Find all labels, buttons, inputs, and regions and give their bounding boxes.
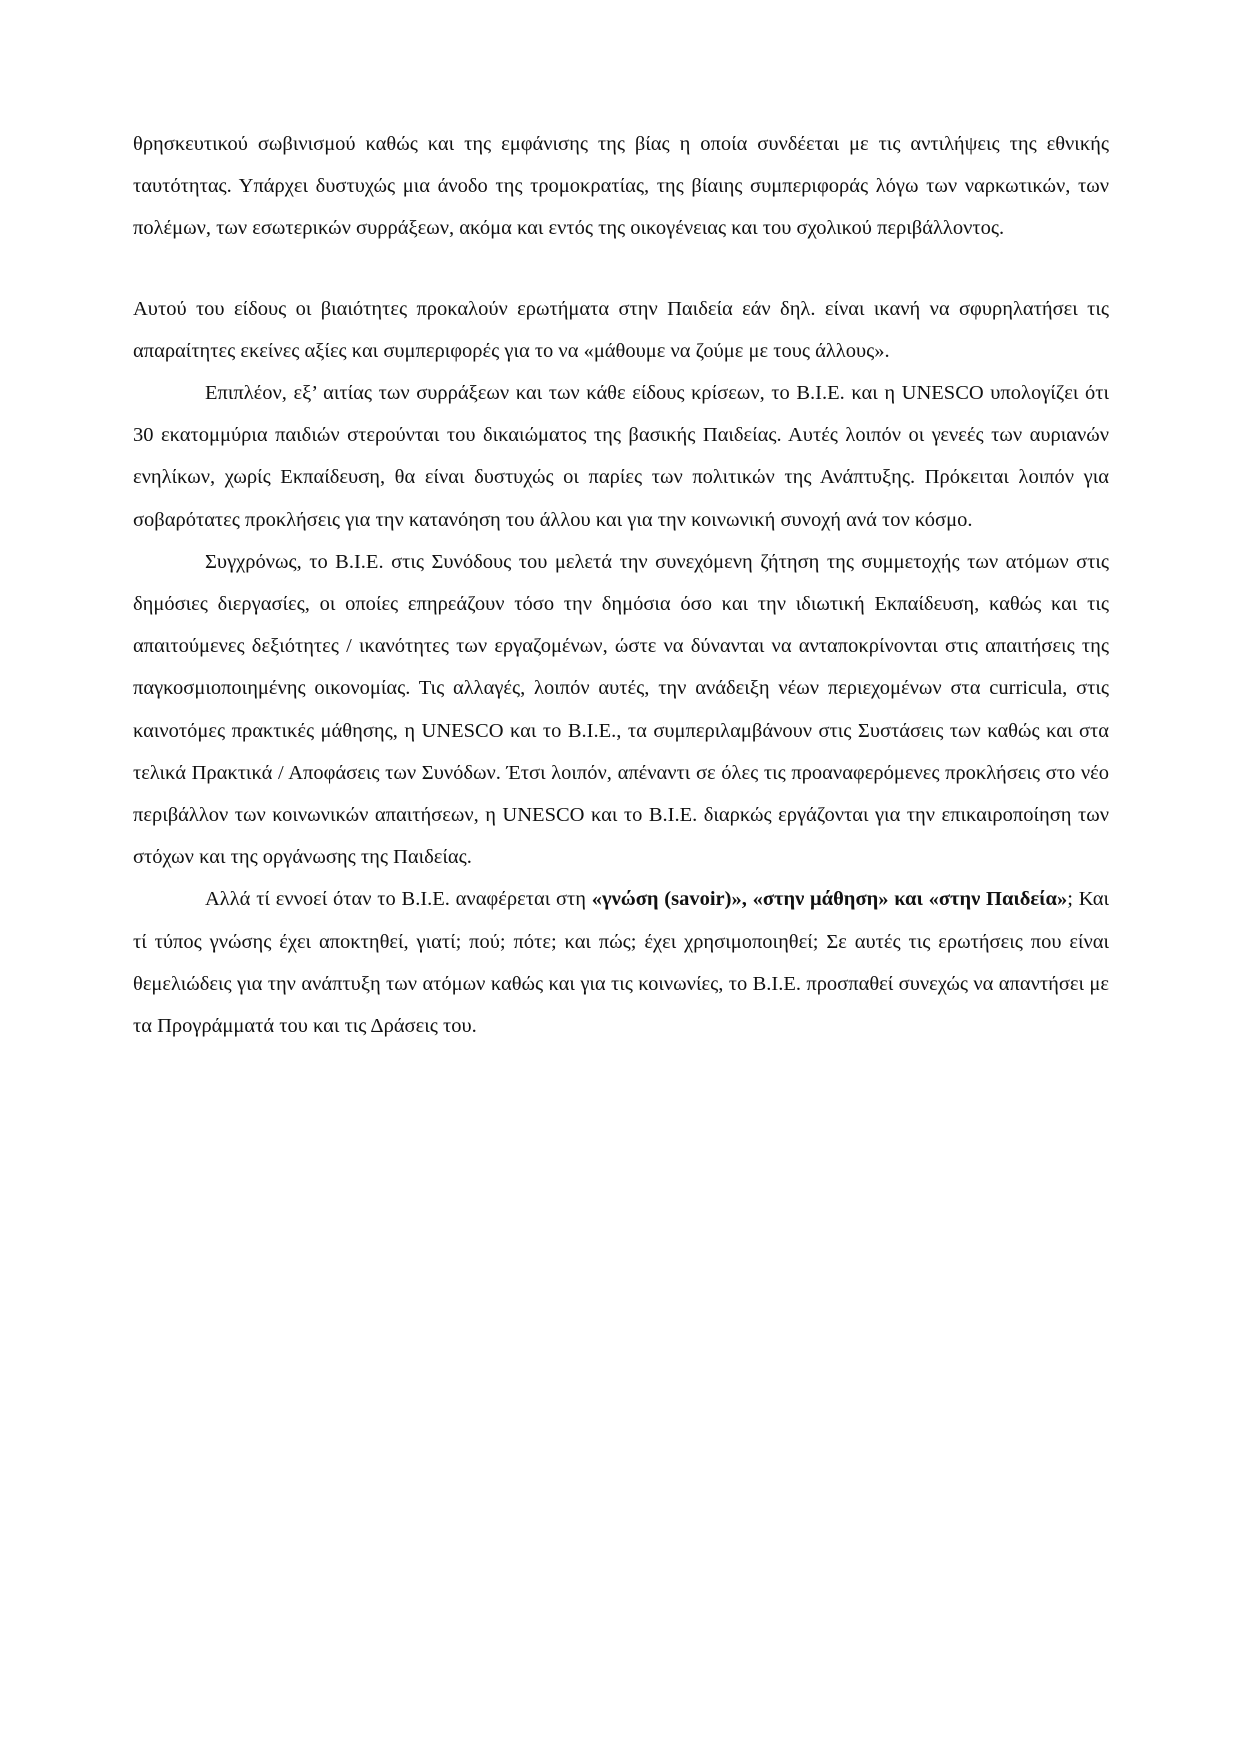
paragraph-bie-sessions: Συγχρόνως, το Β.Ι.Ε. στις Συνόδους του μελετά την συνεχόμενη ζήτηση της συμμετοχής των ατόμων στις δημόσιες διεργασίες, οι οποίες επηρεάζουν τόσο την δημόσια όσο και την ιδιωτική Εκπαίδευση, καθώς και τις απαιτούμενες δεξιότητες / ικανότητες των εργαζομένων, ώστε να δύνανται να ανταποκρίνονται στις απαιτήσεις της παγκοσμιοποιημένης οικονομίας. Τις αλλαγές, λοιπόν αυτές, την ανάδειξη νέων περιεχομένων στα curricula, στις καινοτόμες πρακτικές μάθησης, η UNESCO και το Β.Ι.Ε., τα συμπεριλαμβάνουν στις Συστάσεις των καθώς και στα τελικά Πρακτικά / Αποφάσεις των Συνόδων. Έτσι λοιπόν, απέναντι σε όλες τις προαναφερόμενες προκλήσεις στο νέο περιβάλλον των κοινωνικών απαιτήσεων, η UNESCO και το Β.Ι.Ε. διαρκώς εργάζονται για την επικαιροποίηση των στόχων και της οργάνωσης της Παιδείας. bbox=[133, 550, 1109, 869]
document-page bbox=[133, 123, 1109, 1047]
paragraph-children-deprived: Επιπλέον, εξ’ αιτίας των συρράξεων και των κάθε είδους κρίσεων, το Β.Ι.Ε. και η UNESCO υπολογίζει ότι 30 εκατομμύρια παιδιών στερούνται του δικαιώματος της βασικής Παιδείας. Αυτές λοιπόν οι γενεές των αυριανών ενηλίκων, χωρίς Εκπαίδευση, θα είναι δυστυχώς οι παρίες των πολιτικών της Ανάπτυξης. Πρόκειται λοιπόν για σοβαρότατες προκλήσεις για την κατανόηση του άλλου και για την κοινωνική συνοχή ανά τον κόσμο. bbox=[133, 382, 1109, 531]
paragraph-run: Αλλά τί εννοεί όταν το Β.Ι.Ε. αναφέρεται στη bbox=[205, 888, 592, 911]
bold-emphasis-run: «γνώση (savoir)», «στην μάθηση» και «στην Παιδεία» bbox=[591, 888, 1068, 911]
paragraph-violence-context: θρησκευτικού σωβινισμού καθώς και της εμφάνισης της βίας η οποία συνδέεται με τις αντιλήψεις της εθνικής ταυτότητας. Υπάρχει δυστυχώς μια άνοδο της τρομοκρατίας, της βίαιης συμπεριφοράς λόγω των ναρκωτικών, των πολέμων, των εσωτερικών συρράξεων, ακόμα και εντός της οικογένειας και του σχολικού περιβάλλοντος. bbox=[133, 133, 1109, 240]
paragraph-knowledge-question bbox=[133, 878, 1109, 1047]
paragraph-education-questions: Αυτού του είδους οι βιαιότητες προκαλούν ερωτήματα στην Παιδεία εάν δηλ. είναι ικανή να σφυρηλατήσει τις απαραίτητες εκείνες αξίες και συμπεριφορές για το να «μάθουμε να ζούμε με τους άλλους». bbox=[133, 297, 1109, 362]
paragraph-run: ; Και τί τύπος γνώσης έχει αποκτηθεί, γιατί; πού; πότε; και πώς; έχει χρησιμοποιηθεί; Σε αυτές τις ερωτήσεις που είναι θεμελιώδεις για την ανάπτυξη των ατόμων καθώς και για τις κοινωνίες, το Β.Ι.Ε. προσπαθεί συνεχώς να απαντήσει με τα Προγράμματά του και τις Δράσεις του. bbox=[133, 888, 1109, 1038]
